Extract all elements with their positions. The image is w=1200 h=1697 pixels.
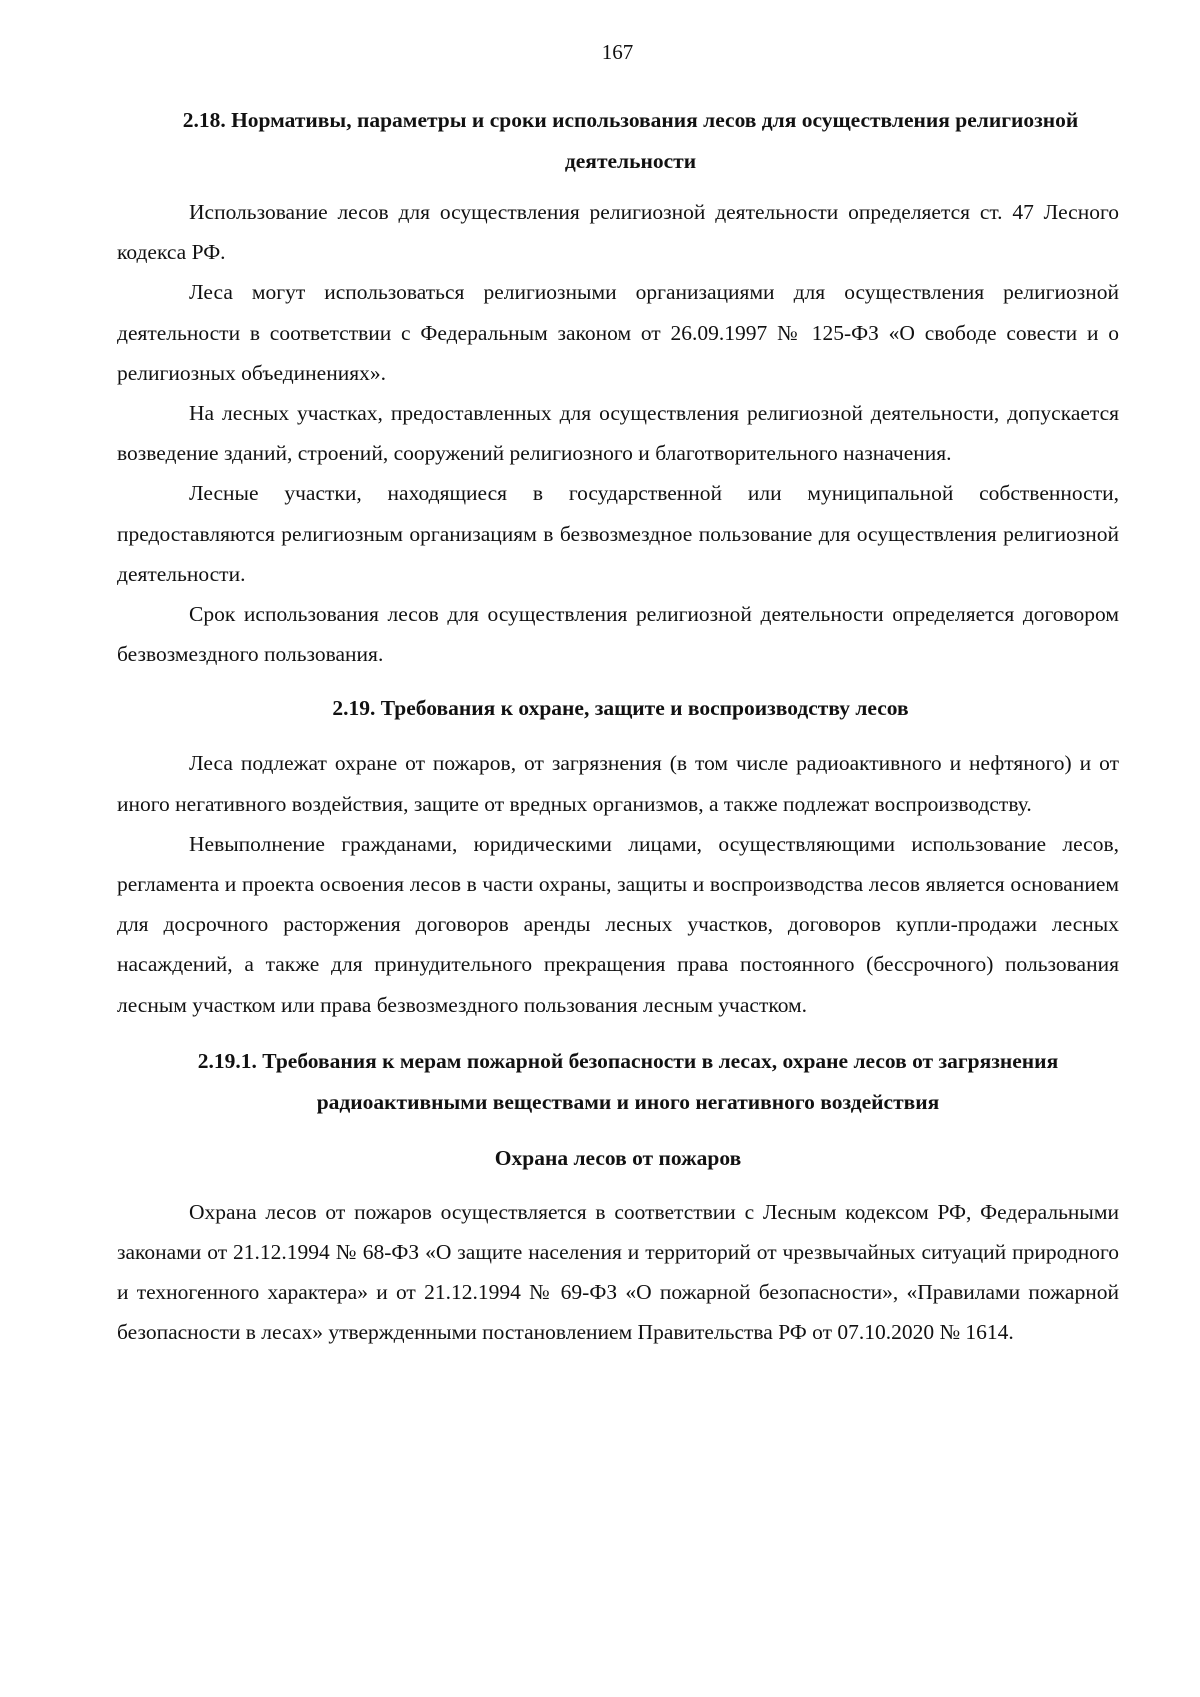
paragraph: Срок использования лесов для осуществления религиозной деятельности определяется договором безвозмездного пользования. [117, 602, 1119, 667]
paragraph: Использование лесов для осуществления религиозной деятельности определяется ст. 47 Лесного кодекса РФ. [117, 200, 1119, 265]
paragraph: На лесных участках, предоставленных для осуществления религиозной деятельности, допускается возведение зданий, строений, сооружений религиозного и благотворительного назначения. [117, 401, 1119, 466]
section-2-18-heading: 2.18. Нормативы, параметры и сроки использования лесов для осуществления религиозной деятельности [182, 108, 1079, 173]
paragraph: Лесные участки, находящиеся в государственной или муниципальной собственности, предоставляются религиозным организациям в безвозмездное пользование для осуществления религиозной деятельности. [117, 481, 1119, 586]
section-2-19-heading: 2.19. Требования к охране, защите и воспроизводству лесов [332, 696, 909, 721]
page-content [117, 100, 1119, 1353]
paragraph: Леса подлежат охране от пожаров, от загрязнения (в том числе радиоактивного и нефтяного) и от иного негативного воздействия, защите от вредных организмов, а также подлежат воспроизводству. [117, 751, 1119, 816]
section-2-19-1-heading: 2.19.1. Требования к мерам пожарной безопасности в лесах, охране лесов от загрязнения радиоактивными веществами и иного негативного воздействия [197, 1048, 1059, 1114]
paragraph: Невыполнение гражданами, юридическими лицами, осуществляющими использование лесов, регламента и проекта освоения лесов в части охраны, защиты и воспроизводства лесов является основанием для досрочного расторжения договоров аренды лесных участков, договоров купли-продажи лесных насаждений, а также для принудительного прекращения права постоянного (бессрочного) пользования лесным участком или права безвозмездного пользования лесным участком. [117, 831, 1119, 1017]
page-number: 167 [601, 40, 634, 64]
paragraph: Леса могут использоваться религиозными организациями для осуществления религиозной деятельности в соответствии с Федеральным законом от 26.09.1997 № 125-ФЗ «О свободе совести и о религиозных объединениях». [117, 280, 1119, 385]
subsection-heading: Охрана лесов от пожаров [494, 1145, 742, 1170]
paragraph: Охрана лесов от пожаров осуществляется в соответствии с Лесным кодексом РФ, Федеральными законами от 21.12.1994 № 68-ФЗ «О защите населения и территорий от чрезвычайных ситуаций природного и техногенного характера» и от 21.12.1994 № 69-ФЗ «О пожарной безопасности», «Правилами пожарной безопасности в лесах» утвержденными постановлением Правительства РФ от 07.10.2020 № 1614. [117, 1199, 1119, 1345]
